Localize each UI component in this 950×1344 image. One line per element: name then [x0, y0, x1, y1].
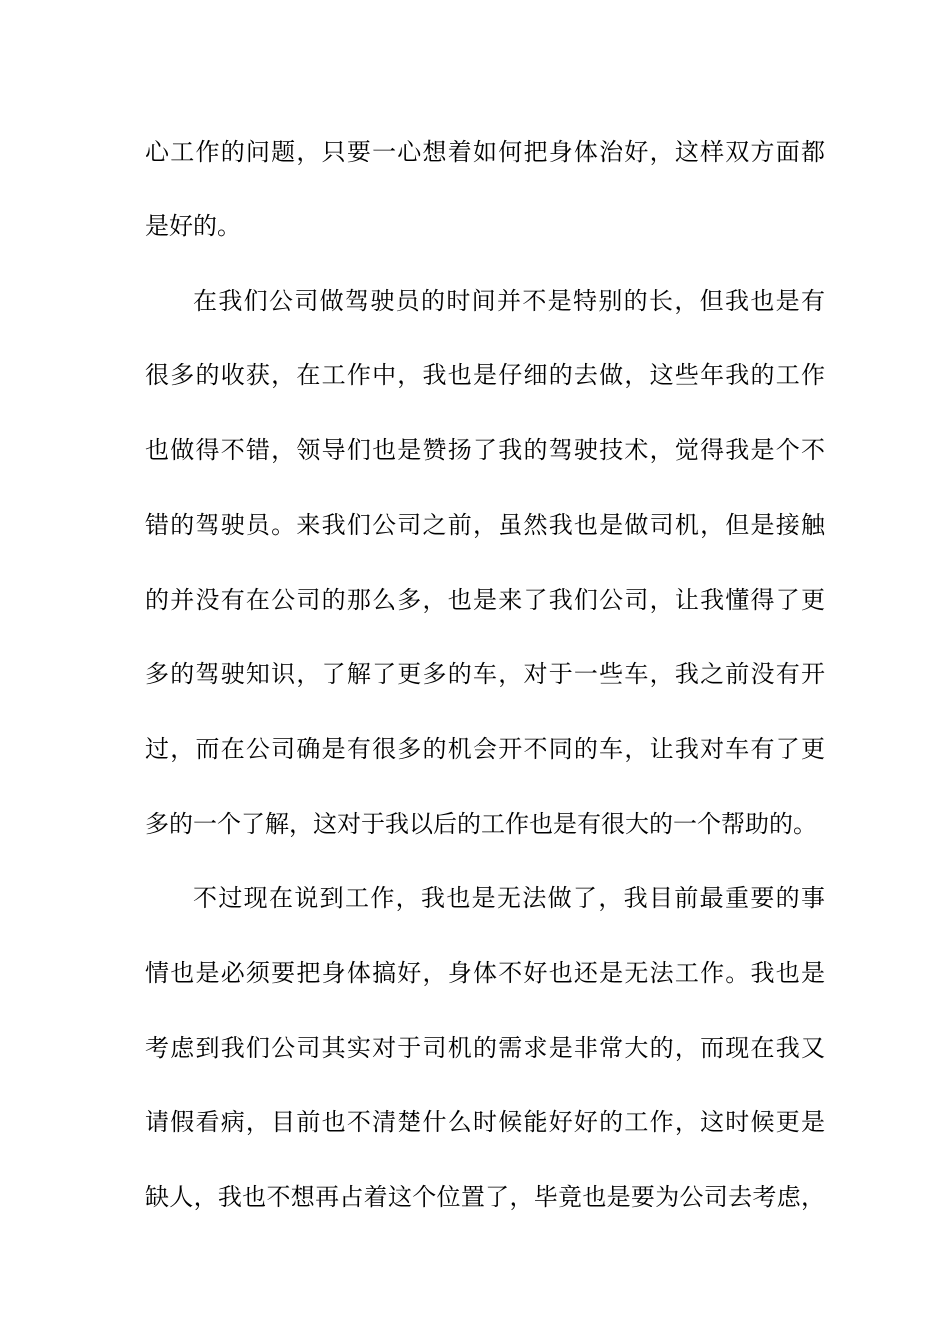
- text-line: 心工作的问题，只要一心想着如何把身体治好，这样双方面都: [145, 138, 825, 166]
- text-line: 也做得不错，领导们也是赞扬了我的驾驶技术，觉得我是个不: [145, 436, 825, 464]
- text-line: 多的驾驶知识，了解了更多的车，对于一些车，我之前没有开: [145, 660, 825, 688]
- text-line: 情也是必须要把身体搞好，身体不好也还是无法工作。我也是: [145, 959, 825, 987]
- text-line: 考虑到我们公司其实对于司机的需求是非常大的，而现在我又: [145, 1034, 825, 1062]
- paragraph-first-line: 在我们公司做驾驶员的时间并不是特别的长，但我也是有: [193, 287, 825, 315]
- text-line: 多的一个了解，这对于我以后的工作也是有很大的一个帮助的。: [145, 810, 817, 838]
- text-line: 过，而在公司确是有很多的机会开不同的车，让我对车有了更: [145, 735, 825, 763]
- text-line: 是好的。: [145, 212, 241, 240]
- text-line: 的并没有在公司的那么多，也是来了我们公司，让我懂得了更: [145, 586, 825, 614]
- text-line: 缺人，我也不想再占着这个位置了，毕竟也是要为公司去考虑，: [145, 1183, 825, 1211]
- text-line: 很多的收获，在工作中，我也是仔细的去做，这些年我的工作: [145, 361, 825, 389]
- text-line: 错的驾驶员。来我们公司之前，虽然我也是做司机，但是接触: [145, 511, 825, 539]
- text-line: 请假看病，目前也不清楚什么时候能好好的工作，这时候更是: [145, 1108, 825, 1136]
- paragraph-first-line: 不过现在说到工作，我也是无法做了，我目前最重要的事: [193, 884, 825, 912]
